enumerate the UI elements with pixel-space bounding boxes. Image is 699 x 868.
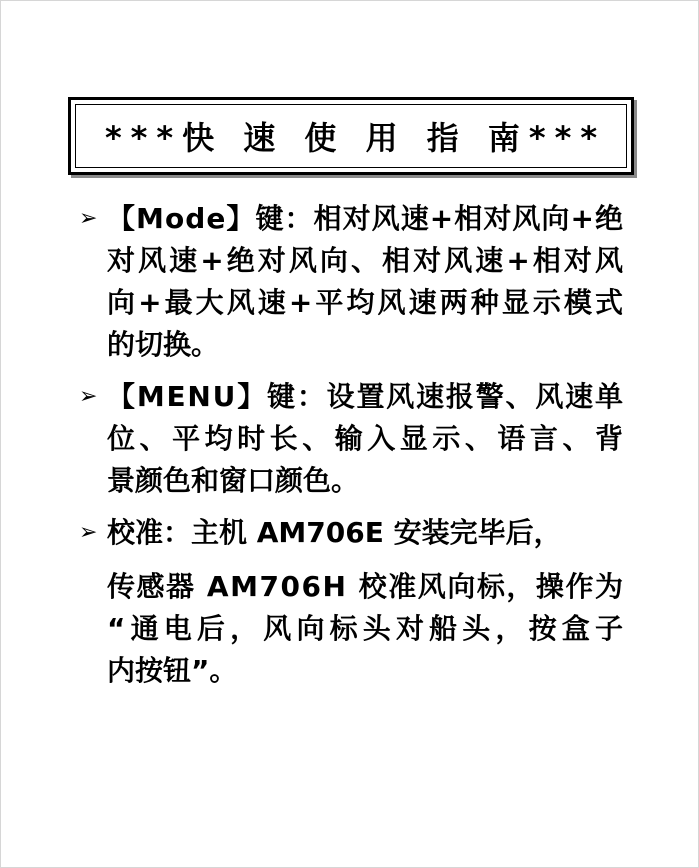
list-item-calibration (79, 512, 639, 554)
title-inner-frame (75, 104, 627, 168)
list-item-line: 向+最大风速+平均风速两种显示模式 (107, 286, 627, 319)
page-title: ***快 速 使 用 指 南*** (104, 119, 607, 157)
list-item-line: 景颜色和窗口颜色。 (107, 464, 360, 497)
list-item-line: 的切换。 (107, 328, 220, 361)
list-item-mode-key (79, 198, 639, 366)
paragraph-line: 传感器 AM706H 校准风向标，操作为 (107, 570, 625, 603)
paragraph-line: 内按钮”。 (107, 654, 238, 687)
bullet-arrow-icon: ➢ (79, 206, 98, 231)
list-item-line: 位、平均时长、输入显示、语言、背 (107, 422, 628, 455)
list-item-line: 对风速+绝对风向、相对风速+相对风 (107, 244, 627, 277)
bullet-arrow-icon: ➢ (79, 384, 98, 409)
title-box (68, 97, 634, 175)
calibration-instructions (79, 566, 639, 692)
list-item-line: 校准：主机 AM706E 安装完毕后， (107, 516, 562, 549)
list-item-line: 【MENU】键：设置风速报警、风速单 (107, 380, 625, 413)
paragraph-line: “通电后，风向标头对船头，按盒子 (107, 612, 629, 645)
list-item-menu-key (79, 376, 639, 502)
list-item-line: 【Mode】键：相对风速+相对风向+绝 (107, 202, 625, 235)
bullet-arrow-icon: ➢ (79, 520, 98, 545)
